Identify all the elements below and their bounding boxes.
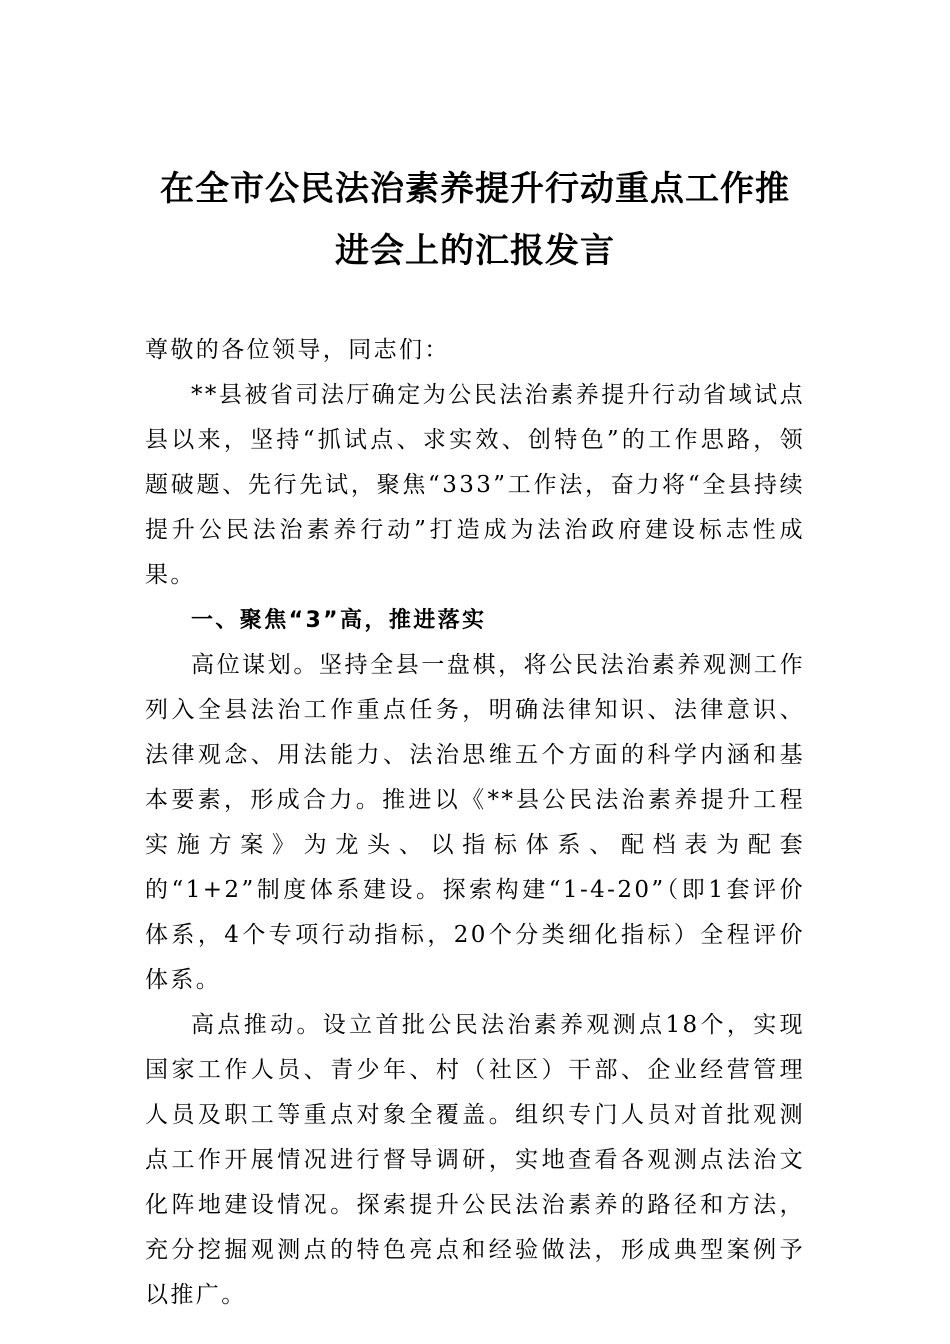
title-line-1: 在全市公民法治素养提升行动重点工作推 bbox=[160, 169, 790, 209]
salutation: 尊敬的各位领导，同志们： bbox=[145, 337, 450, 363]
intro-paragraph: **县被省司法厅确定为公民法治素养提升行动省域试点县以来，坚持“抓试点、求实效、创特色”的工作思路，领题破题、先行先试，聚焦“333”工作法，奋力将“全县持续提升公民法治素养行动”打造成为法治政府建设标志性成果。 bbox=[145, 382, 805, 588]
document-title bbox=[145, 158, 805, 282]
paragraph-high-promotion: 高点推动。设立首批公民法治素养观测点18个，实现国家工作人员、青少年、村（社区）干部、企业经营管理人员及职工等重点对象全覆盖。组织专门人员对首批观测点工作开展情况进行督导调研，实地查看各观测点法治文化阵地建设情况。探索提升公民法治素养的路径和方法，充分挖掘观测点的特色亮点和经验做法，形成典型案例予以推广。 bbox=[145, 1012, 805, 1308]
section-heading-1: 一、聚焦“3”高，推进落实 bbox=[191, 608, 487, 633]
document-body bbox=[145, 328, 805, 1318]
paragraph-high-planning: 高位谋划。坚持全县一盘棋，将公民法治素养观测工作列入全县法治工作重点任务，明确法律知识、法律意识、法律观念、用法能力、法治思维五个方面的科学内涵和基本要素，形成合力。推进以《**县公民法治素养提升工程实施方案》为龙头、以指标体系、配档表为配套的“1+2”制度体系建设。探索构建“1-4-20”（即1套评价体系，4个专项行动指标，20个分类细化指标）全程评价体系。 bbox=[145, 652, 805, 993]
title-line-2: 进会上的汇报发言 bbox=[335, 231, 615, 271]
